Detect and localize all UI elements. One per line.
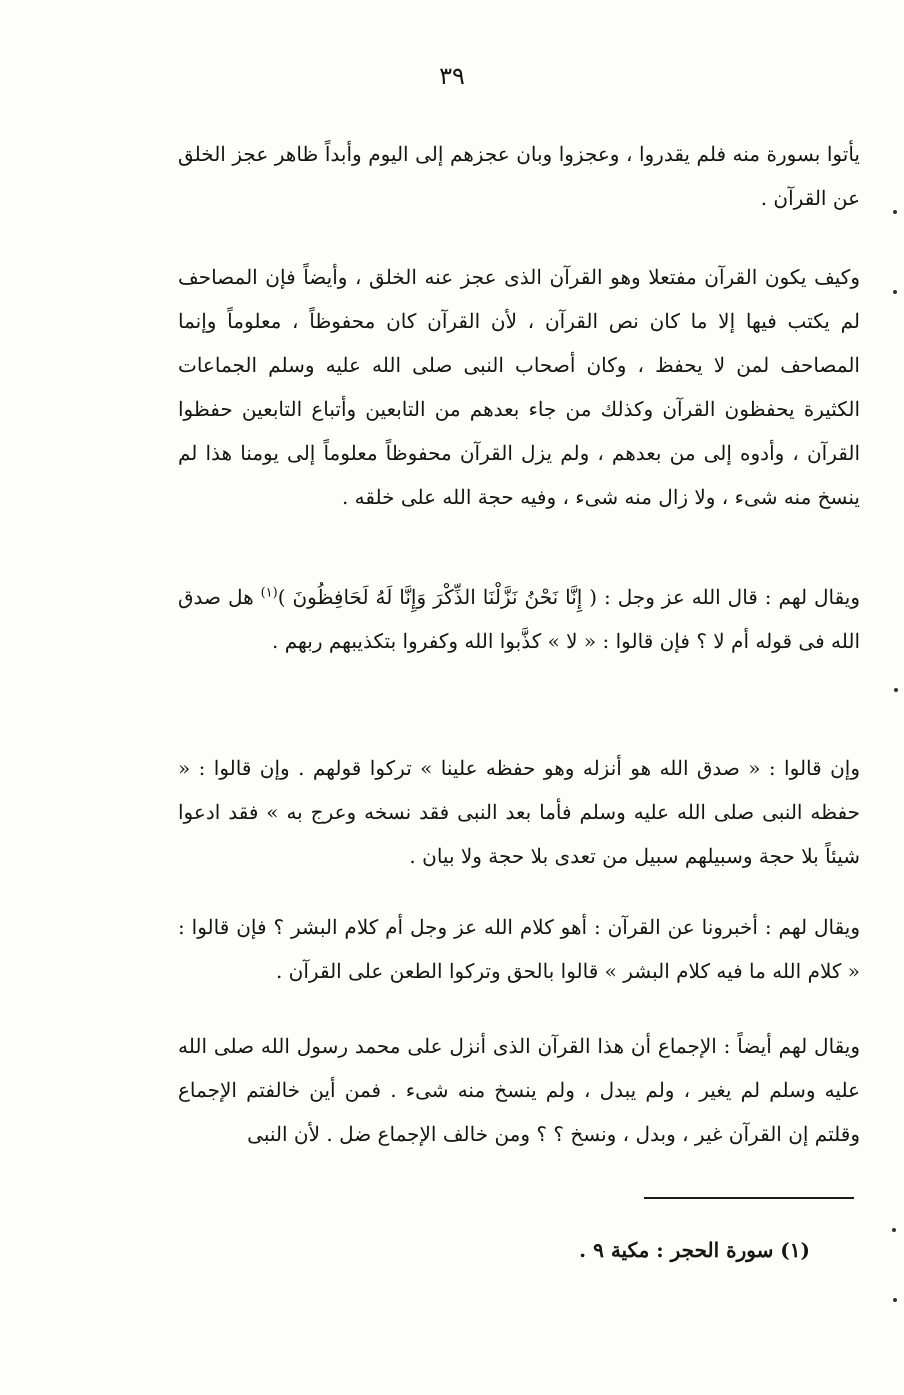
paragraph-4: وإن قالوا : « صدق الله هو أنزله وهو حفظه علينا » تركوا قولهم . وإن قالوا : « حفظه النبى صلى الله عليه وسلم فأما بعد النبى فقد نسخه وعرج به » فقد ادعوا شيئاً بلا حجة وسبيلهم سبيل من تعدى بلا حجة ولا بيان . <box>178 756 861 868</box>
scan-speck <box>893 290 897 294</box>
footnote-divider <box>644 1197 854 1199</box>
paragraph-5: ويقال لهم : أخبرونا عن القرآن : أهو كلام الله عز وجل أم كلام البشر ؟ فإن قالوا : « كلام الله ما فيه كلام البشر » قالوا بالحق وتركوا الطعن على القرآن . <box>178 915 860 983</box>
page-number: ٣٩ <box>439 62 465 90</box>
paragraph-3-continuation: هل صدق الله فى قوله أم لا ؟ فإن قالوا : « لا » كذَّبوا الله وكفروا بتكذيبهم ربهم . <box>178 585 860 653</box>
scan-speck <box>893 210 897 214</box>
scan-speck <box>892 1228 896 1232</box>
scan-speck <box>894 688 898 692</box>
paragraph-2: وكيف يكون القرآن مفتعلا وهو القرآن الذى عجز عنه الخلق ، وأيضاً فإن المصاحف لم يكتب فيها إلا ما كان نص القرآن ، لأن القرآن كان محفوظاً ، معلوماً وإنما المصاحف لمن لا يحفظ ، وكان أصحاب النبى صلى الله عليه وسلم الجماعات الكثيرة يحفظون القرآن وكذلك من جاء بعدهم من التابعين وأتباع التابعين حفظوا القرآن ، وأدوه إلى من بعدهم ، ولم يزل القرآن محفوظاً معلوماً إلى يومنا هذا لم ينسخ منه شىء ، ولا زال منه شىء ، وفيه حجة الله على خلقه . <box>178 265 860 509</box>
quranic-verse-text: ويقال لهم : قال الله عز وجل : ( إِنَّا نَحْنُ نَزَّلْنَا الذِّكْرَ وَإِنَّا لَهُ لَحَافِظُونَ ) <box>277 585 860 609</box>
footnote-reference-mark: (١) <box>260 585 278 601</box>
scan-speck <box>893 1298 897 1302</box>
paragraph-6: ويقال لهم أيضاً : الإجماع أن هذا القرآن الذى أنزل على محمد رسول الله صلى الله عليه وسلم لم يغير ، ولم يبدل ، ولم ينسخ منه شىء . فمن أين خالفتم الإجماع وقلتم إن القرآن غير ، وبدل ، ونسخ ؟ ؟ ومن خالف الإجماع ضل . لأن النبى <box>178 1034 861 1146</box>
footnote: (١) سورة الحجر : مكية ٩ . <box>579 1238 810 1262</box>
paragraph-3 <box>178 575 860 663</box>
paragraph-1: يأتوا بسورة منه فلم يقدروا ، وعجزوا وبان عجزهم إلى اليوم وأبداً ظاهر عجز الخلق عن القرآن . <box>178 142 860 210</box>
